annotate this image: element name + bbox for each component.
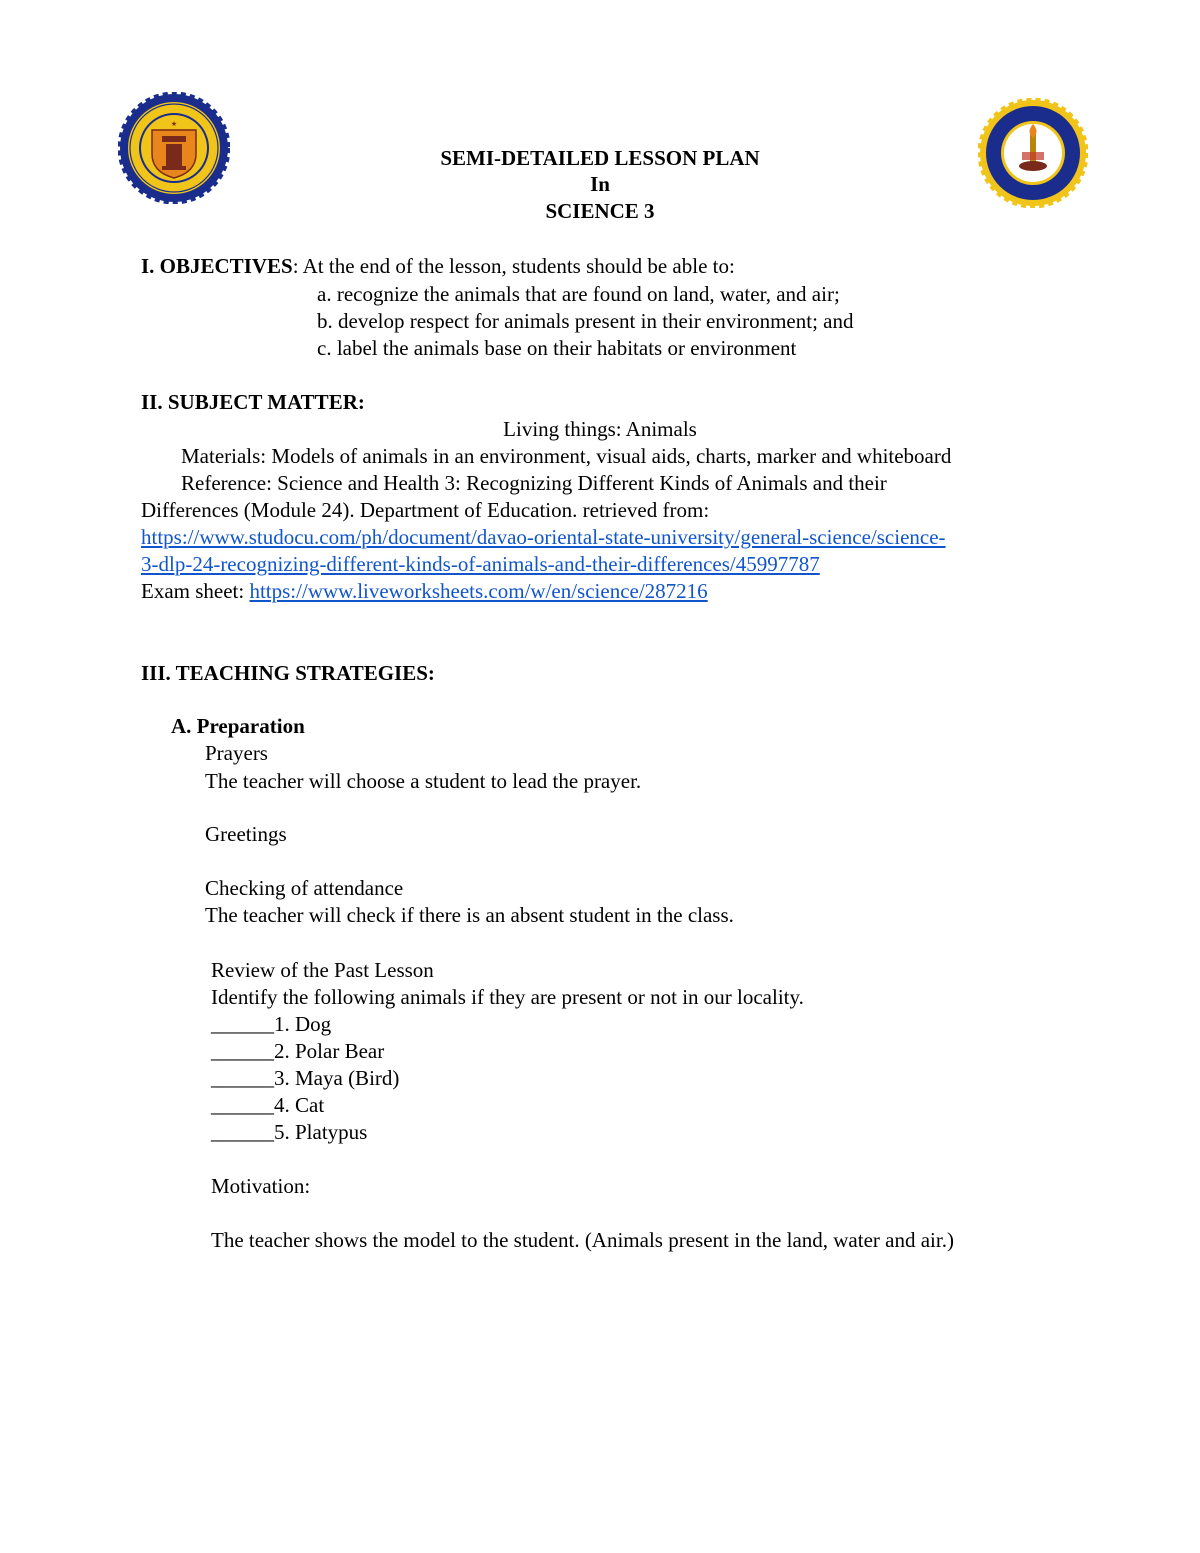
- motivation-text: The teacher shows the model to the student. (Animals present in the land, water and air.): [211, 1228, 954, 1252]
- subject-matter-reference: Reference: Science and Health 3: Recognizing Different Kinds of Animals and their: [181, 471, 887, 495]
- objective-item-c: c. label the animals base on their habitats or environment: [317, 336, 797, 360]
- teaching-strategies-heading: III. TEACHING STRATEGIES:: [141, 661, 435, 685]
- svg-text:★: ★: [170, 120, 178, 128]
- reference-link-cont[interactable]: 3-dlp-24-recognizing-different-kinds-of-animals-and-their-differences/45997787: [141, 552, 820, 576]
- review-item-1: ______1. Dog: [211, 1012, 332, 1036]
- subject-matter-materials: Materials: Models of animals in an environment, visual aids, charts, marker and whiteboard: [181, 444, 952, 468]
- exam-sheet-link[interactable]: https://www.liveworksheets.com/w/en/science/287216: [249, 579, 708, 603]
- review-item-4: ______4. Cat: [211, 1093, 325, 1117]
- review-text: Identify the following animals if they are present or not in our locality.: [211, 985, 804, 1009]
- document-subtitle: In: [590, 172, 610, 196]
- motivation-label: Motivation:: [211, 1174, 311, 1198]
- review-label: Review of the Past Lesson: [211, 958, 434, 982]
- review-item-2: ______2. Polar Bear: [211, 1039, 385, 1063]
- document-title: SEMI-DETAILED LESSON PLAN: [440, 146, 760, 170]
- objective-item-b: b. develop respect for animals present in their environment; and: [317, 309, 854, 333]
- review-item-5: ______5. Platypus: [211, 1120, 368, 1144]
- subject-matter-reference-cont: Differences (Module 24). Department of Education. retrieved from:: [141, 498, 710, 522]
- objectives-heading: I. OBJECTIVES: [141, 254, 293, 278]
- exam-sheet-label: Exam sheet:: [141, 579, 250, 603]
- prayers-text: The teacher will choose a student to lead the prayer.: [205, 769, 642, 793]
- prayers-label: Prayers: [205, 741, 268, 765]
- attendance-label: Checking of attendance: [205, 876, 404, 900]
- document-subject: SCIENCE 3: [545, 199, 655, 223]
- objectives-line: [141, 253, 735, 279]
- attendance-text: The teacher will check if there is an absent student in the class.: [205, 903, 734, 927]
- preparation-heading: A. Preparation: [171, 714, 305, 738]
- objective-item-a: a. recognize the animals that are found on land, water, and air;: [317, 282, 840, 306]
- greetings-label: Greetings: [205, 822, 287, 846]
- subject-matter-heading: II. SUBJECT MATTER:: [141, 390, 365, 414]
- objectives-intro: : At the end of the lesson, students should be able to:: [292, 254, 735, 278]
- reference-link[interactable]: https://www.studocu.com/ph/document/davao-oriental-state-university/general-science/science-: [141, 525, 946, 549]
- exam-sheet-line: [141, 578, 708, 604]
- review-item-3: ______3. Maya (Bird): [211, 1066, 400, 1090]
- subject-matter-topic: Living things: Animals: [503, 417, 697, 441]
